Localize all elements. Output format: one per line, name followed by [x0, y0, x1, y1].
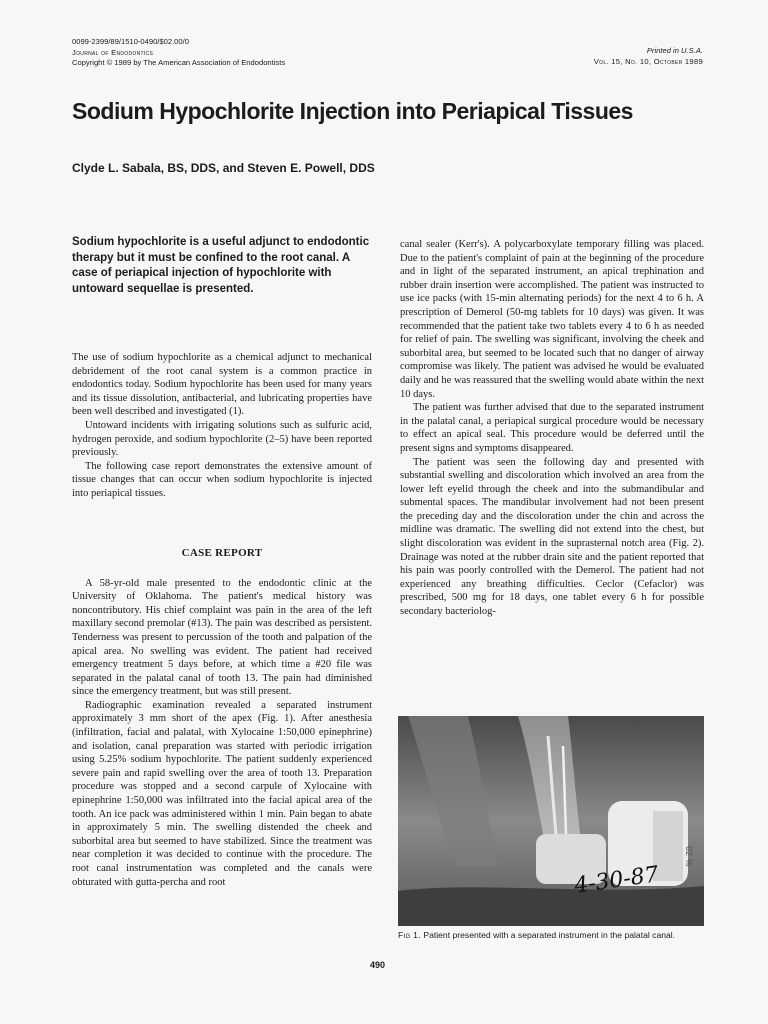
right-column	[400, 238, 704, 619]
page-number: 490	[370, 960, 386, 970]
printed-in: Printed in U.S.A.	[646, 46, 703, 55]
case-paragraph: The patient was further advised that due to the separated instrument in the palatal canal, a periapical surgical procedure would be necessary to effect an apical seal. This procedure would be deferred until the present signs and symptoms disappeared.	[400, 402, 704, 454]
case-paragraph: Radiographic examination revealed a separated instrument approximately 3 mm short of the apex (Fig. 1). After anesthesia (infiltration, facial and palatal, with Xylocaine 1:50,000 epinephrine) and isolation, canal preparation was started with periodic irrigation using 5.25% sodium hypochlorite. The patient suddenly experienced severe pain and rapid swelling over the area of tooth 13. Preparation procedure was stopped and a second carpule of Xylocaine with epinephrine 1:50,000 was infiltrated into the facial apical area of the tooth. An ice pack was administered within 1 min. Pain began to abate in approximately 5 min. The swelling distended the cheek and suborbital area but seemed to have stabilized. Since the treatment was near completion it was decided to continue with the procedure. The root canal instrumentation was completed and the canals were obturated with gutta-percha and root	[72, 699, 372, 888]
section-heading: CASE REPORT	[181, 546, 263, 559]
article-title: Sodium Hypochlorite Injection into Periapical Tissues	[72, 98, 633, 124]
authors: Clyde L. Sabala, BS, DDS, and Steven E. Powell, DDS	[72, 161, 375, 175]
left-column	[72, 235, 372, 889]
issn: 0099-2399/89/1510-0490/$02.00/0	[72, 37, 189, 46]
radiograph-image	[398, 716, 704, 926]
intro-paragraph: The following case report demonstrates the extensive amount of tissue changes that can occur when sodium hypochlorite is injected into periapical tissues.	[72, 460, 372, 499]
figure-caption	[398, 930, 704, 941]
intro-paragraph: Untoward incidents with irrigating solutions such as sulfuric acid, hydrogen peroxide, and sodium hypochlorite (2–5) have been reported previously.	[72, 419, 372, 459]
svg-text:02 %: 02 %	[684, 846, 694, 867]
caption-text: Patient presented with a separated instrument in the palatal canal.	[423, 930, 676, 940]
caption-label: Fig 1.	[398, 930, 421, 940]
header-left	[72, 37, 285, 69]
copyright: Copyright © 1989 by The American Association of Endodontists	[72, 58, 286, 68]
header-right	[594, 46, 703, 67]
volume-info: Vol. 15, No. 10, October 1989	[593, 56, 703, 66]
case-paragraph: canal sealer (Kerr's). A polycarboxylate temporary filling was placed. Due to the patient's complaint of pain at the beginning of the procedure and in light of the separated instrument, an apical trephination and rubber drain insertion were accomplished. The patient was instructed to use ice packs (with 15-min alternating periods) for the next 4 to 6 h. A prescription of Demerol (50-mg tablets for 10 days) was given. It was recommended that the patient take two tablets every 4 to 6 h as needed for relief of pain. The swelling was significant, involving the cheek and suborbital area, but seemed to be located such that no danger of airway compromise was likely. The patient was advised he would be evaluated daily and he was reassured that the swelling would abate within the next 10 days.	[400, 239, 704, 400]
journal-name: Journal of Endodontics	[72, 47, 154, 57]
intro-paragraph: The use of sodium hypochlorite as a chemical adjunct to mechanical debridement of the root canal system is a common practice in endodontics today. Sodium hypochlorite has been used for many years and its tissue dissolution, antibacterial, and lubricating properties have been well described and investigated (1).	[72, 352, 372, 418]
radiograph-figure	[398, 716, 704, 926]
handwritten-date: 4-30-87	[572, 862, 661, 899]
case-paragraph: A 58-yr-old male presented to the endodontic clinic at the University of Oklahoma. The patient's medical history was noncontributory. His chief complaint was pain in the area of the left maxillary second premolar (#13). The pain was described as persistent. Tenderness was present to percussion of the tooth and palpation of the apical area. No swelling was evident. The patient had received emergency treatment 5 days before, at which time a #20 file was separated in the palatal canal of tooth 13. The pain had diminished since the emergency treatment, but was still present.	[72, 577, 372, 698]
abstract: Sodium hypochlorite is a useful adjunct to endodontic therapy but it must be confined to the root canal. A case of periapical injection of hypochlorite with untoward sequellae is presented.	[72, 236, 370, 295]
case-paragraph: The patient was seen the following day and presented with substantial swelling and discoloration which involved an area from the lower left eyelid through the cheek and into the submandibular and submental spaces. The mandibular involvement had not been present the preceding day and the discoloration under the chin and across the midline was dramatic. The swelling did not extend into the chest, but slight discoloration was evident in the suprasternal notch area (Fig. 2). Drainage was noted at the rubber drain site and the patient reported that his pain was poorly controlled with the Demerol. The patient had not experienced any breathing difficulties. Ceclor (Cefaclor) was prescribed, 500 mg for 18 days, one tablet every 6 h for possible secondary bacteriolog-	[400, 456, 704, 618]
